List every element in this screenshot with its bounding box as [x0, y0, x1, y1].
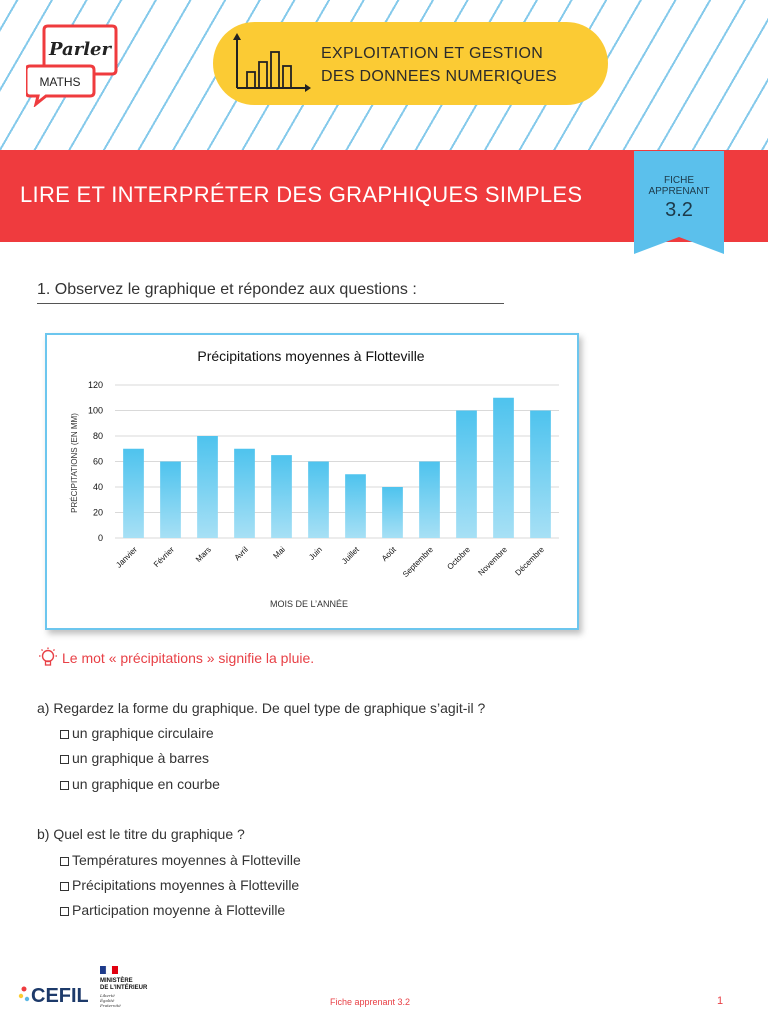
bar-3 — [234, 449, 255, 538]
ministere-line-1: MINISTÈRE — [100, 978, 133, 984]
x-tick-label: Novembre — [476, 545, 509, 578]
bar-11 — [530, 411, 551, 539]
chart-x-axis-label: MOIS DE L’ANNÉE — [269, 599, 349, 609]
y-tick-label: 120 — [87, 380, 103, 390]
option-label: un graphique en courbe — [72, 776, 220, 792]
ministere-line-2: DE L’INTÉRIEUR — [100, 985, 148, 991]
chart-y-axis-label: PRÉCIPITATIONS (EN MM) — [70, 413, 79, 513]
page-number: 1 — [717, 995, 724, 1007]
x-tick-label: Juin — [307, 545, 324, 562]
x-tick-label: Février — [151, 545, 176, 570]
bar-5 — [308, 462, 329, 539]
banner-line-1: EXPLOITATION ET GESTION — [321, 45, 544, 62]
option-label: Températures moyennes à Flotteville — [72, 852, 301, 868]
ribbon-number: 3.2 — [665, 199, 693, 221]
option-label: un graphique circulaire — [72, 725, 214, 741]
cefil-logo — [18, 977, 88, 1014]
x-tick-label: Juillet — [340, 545, 361, 566]
option-a-2[interactable] — [60, 750, 209, 766]
footer-doc-label: Fiche apprenant 3.2 — [330, 997, 411, 1007]
precipitation-bar-chart — [47, 335, 577, 628]
option-b-1[interactable] — [60, 852, 301, 868]
topic-banner — [213, 22, 608, 105]
x-tick-label: Octobre — [445, 545, 472, 572]
option-a-1[interactable] — [60, 725, 214, 741]
y-tick-label: 40 — [92, 482, 103, 492]
motto-liberte: Liberté — [100, 993, 115, 998]
cefil-logo-text: CEFIL — [31, 985, 88, 1007]
logo-maths-text: MATHS — [39, 75, 81, 89]
question-a: a) Regardez la forme du graphique. De quel type de graphique s’agit-il ? — [37, 700, 486, 716]
x-tick-label: Août — [379, 545, 398, 564]
option-a-3[interactable] — [60, 776, 220, 792]
chart-title: Précipitations moyennes à Flotteville — [197, 348, 425, 364]
bar-chart-icon — [231, 32, 311, 94]
bar-7 — [382, 487, 403, 538]
chart-frame — [45, 333, 579, 630]
x-tick-label: Mai — [271, 545, 287, 561]
page-title: LIRE ET INTERPRÉTER DES GRAPHIQUES SIMPLES — [20, 182, 583, 207]
tip — [38, 647, 314, 672]
x-tick-label: Septembre — [400, 545, 435, 580]
bar-6 — [345, 474, 366, 538]
bar-2 — [197, 436, 218, 538]
ministere-logo — [100, 966, 170, 1017]
y-tick-label: 80 — [92, 431, 103, 441]
logo-parler-text: Parler — [49, 39, 111, 60]
question-b: b) Quel est le titre du graphique ? — [37, 826, 245, 842]
parler-maths-logo — [26, 22, 116, 102]
tip-text: Le mot « précipitations » signifie la pluie. — [62, 650, 315, 667]
fiche-ribbon — [634, 151, 724, 254]
checkbox[interactable] — [60, 781, 69, 790]
checkbox[interactable] — [60, 907, 69, 916]
option-label: un graphique à barres — [72, 750, 209, 766]
y-tick-label: 0 — [97, 533, 103, 543]
checkbox[interactable] — [60, 857, 69, 866]
bar-8 — [419, 462, 440, 539]
option-b-3[interactable] — [60, 902, 285, 918]
option-b-2[interactable] — [60, 877, 299, 893]
bar-9 — [456, 411, 477, 539]
y-tick-label: 100 — [87, 405, 103, 416]
exercise-instruction: 1. Observez le graphique et répondez aux questions : — [37, 281, 504, 304]
option-label: Précipitations moyennes à Flotteville — [72, 877, 300, 893]
x-tick-label: Avril — [232, 545, 250, 563]
lightbulb-icon — [38, 647, 58, 672]
ribbon-label-fiche: FICHE — [664, 175, 694, 186]
banner-text — [321, 42, 601, 88]
ribbon-label-apprenant: APPRENANT — [648, 186, 710, 197]
x-tick-label: Mars — [193, 545, 213, 564]
banner-line-2: DES DONNEES NUMERIQUES — [321, 68, 557, 85]
bar-4 — [271, 455, 292, 538]
checkbox[interactable] — [60, 882, 69, 891]
checkbox[interactable] — [60, 730, 69, 739]
y-tick-label: 60 — [92, 456, 103, 467]
x-tick-label: Décembre — [513, 545, 546, 578]
bar-0 — [123, 449, 144, 538]
x-tick-label: Janvier — [114, 545, 139, 570]
y-tick-label: 20 — [92, 507, 103, 518]
motto-egalite: Égalité — [100, 998, 115, 1003]
checkbox[interactable] — [60, 755, 69, 764]
bar-1 — [160, 462, 181, 539]
option-label: Participation moyenne à Flotteville — [72, 902, 286, 918]
motto-fraternite: Fraternité — [100, 1003, 121, 1008]
bar-10 — [493, 398, 514, 538]
